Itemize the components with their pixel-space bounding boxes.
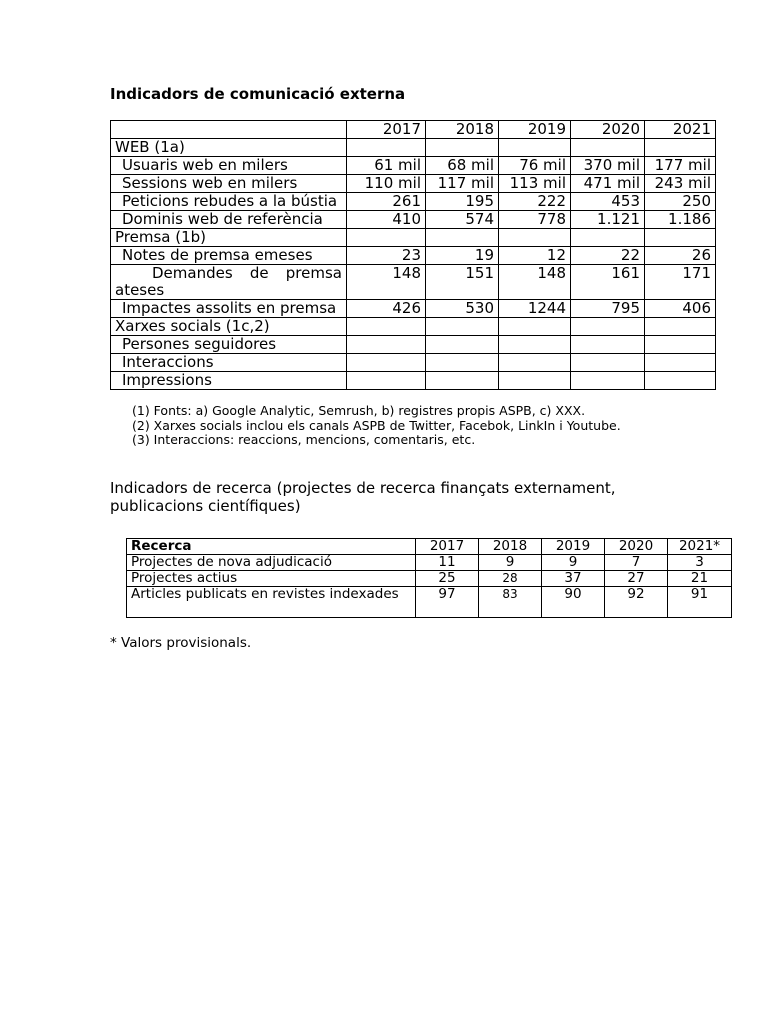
table-cell: 23 bbox=[347, 247, 426, 265]
row-label bbox=[111, 265, 347, 300]
table-cell: 7 bbox=[605, 555, 668, 571]
group-label-social: Xarxes socials (1c,2) bbox=[111, 318, 347, 336]
table-row bbox=[111, 265, 716, 300]
table-row bbox=[111, 193, 716, 211]
table-cell bbox=[347, 372, 426, 390]
table-row bbox=[111, 247, 716, 265]
table-cell bbox=[499, 372, 571, 390]
table-cell: 243 mil bbox=[645, 175, 716, 193]
table-cell: 22 bbox=[571, 247, 645, 265]
table-row bbox=[111, 229, 716, 247]
row-label: Interaccions bbox=[111, 354, 347, 372]
table-cell bbox=[571, 354, 645, 372]
table-cell bbox=[347, 336, 426, 354]
table-cell: 21 bbox=[668, 571, 732, 587]
table-cell bbox=[499, 229, 571, 247]
table-cell: 26 bbox=[645, 247, 716, 265]
table-cell bbox=[499, 139, 571, 157]
row-label: Peticions rebudes a la bústia bbox=[111, 193, 347, 211]
table-row bbox=[111, 157, 716, 175]
table-cell: 778 bbox=[499, 211, 571, 229]
table-cell bbox=[571, 318, 645, 336]
table-cell: 25 bbox=[416, 571, 479, 587]
table-cell bbox=[347, 139, 426, 157]
table-cell bbox=[347, 229, 426, 247]
table-cell: 27 bbox=[605, 571, 668, 587]
research-indicators-table bbox=[126, 538, 732, 618]
table-cell: 530 bbox=[426, 300, 499, 318]
table-cell: 28 bbox=[479, 571, 542, 587]
year-header: 2021 bbox=[645, 121, 716, 139]
table-cell: 161 bbox=[571, 265, 645, 300]
table-cell bbox=[426, 336, 499, 354]
group-label-web: WEB (1a) bbox=[111, 139, 347, 157]
section-title-communication: Indicadors de comunicació externa bbox=[110, 85, 406, 103]
table-cell: 110 mil bbox=[347, 175, 426, 193]
communication-indicators-table bbox=[110, 120, 716, 390]
table-cell: 92 bbox=[605, 587, 668, 618]
table-cell: 410 bbox=[347, 211, 426, 229]
table-row bbox=[127, 555, 732, 571]
table-row bbox=[111, 175, 716, 193]
section-title-research: Indicadors de recerca (projectes de recerca finançats externament, publicacions científiques) bbox=[110, 479, 616, 515]
row-label: Persones seguidores bbox=[111, 336, 347, 354]
row-label: Articles publicats en revistes indexades bbox=[127, 587, 416, 618]
table-cell bbox=[426, 139, 499, 157]
table-cell: 68 mil bbox=[426, 157, 499, 175]
table-cell: 148 bbox=[347, 265, 426, 300]
table-cell bbox=[571, 139, 645, 157]
table-cell: 426 bbox=[347, 300, 426, 318]
header-label: Recerca bbox=[127, 539, 416, 555]
table-cell: 91 bbox=[668, 587, 732, 618]
row-label: Dominis web de referència bbox=[111, 211, 347, 229]
table-row bbox=[111, 354, 716, 372]
table-cell: 1.186 bbox=[645, 211, 716, 229]
row-label: Sessions web en milers bbox=[111, 175, 347, 193]
table-cell: 113 mil bbox=[499, 175, 571, 193]
table-cell bbox=[645, 372, 716, 390]
table-cell: 19 bbox=[426, 247, 499, 265]
table-cell bbox=[571, 336, 645, 354]
table-row bbox=[111, 318, 716, 336]
table-row bbox=[111, 211, 716, 229]
year-header: 2020 bbox=[605, 539, 668, 555]
group-label-press: Premsa (1b) bbox=[111, 229, 347, 247]
table-cell bbox=[645, 139, 716, 157]
table-cell: 3 bbox=[668, 555, 732, 571]
table-cell: 195 bbox=[426, 193, 499, 211]
row-label: Usuaris web en milers bbox=[111, 157, 347, 175]
row-label: Projectes actius bbox=[127, 571, 416, 587]
row-label: Impactes assolits en premsa bbox=[111, 300, 347, 318]
table-cell: 9 bbox=[542, 555, 605, 571]
table-cell: 83 bbox=[479, 587, 542, 618]
table-cell bbox=[426, 229, 499, 247]
table-cell: 151 bbox=[426, 265, 499, 300]
table-row bbox=[127, 571, 732, 587]
note-item: (3) Interaccions: reaccions, mencions, comentaris, etc. bbox=[132, 432, 476, 447]
row-label: Projectes de nova adjudicació bbox=[127, 555, 416, 571]
table-cell bbox=[645, 318, 716, 336]
table-cell bbox=[645, 336, 716, 354]
row-label: Impressions bbox=[111, 372, 347, 390]
year-header: 2019 bbox=[499, 121, 571, 139]
year-header: 2017 bbox=[416, 539, 479, 555]
table-cell bbox=[499, 318, 571, 336]
year-header: 2018 bbox=[426, 121, 499, 139]
table-cell: 250 bbox=[645, 193, 716, 211]
year-header: 2019 bbox=[542, 539, 605, 555]
table-cell bbox=[426, 318, 499, 336]
table-cell: 61 mil bbox=[347, 157, 426, 175]
table-cell bbox=[571, 229, 645, 247]
note-item: (2) Xarxes socials inclou els canals ASPB de Twitter, Facebok, LinkIn i Youtube. bbox=[132, 417, 621, 433]
table-cell: 471 mil bbox=[571, 175, 645, 193]
table-cell: 90 bbox=[542, 587, 605, 618]
table-cell: 406 bbox=[645, 300, 716, 318]
table-cell: 222 bbox=[499, 193, 571, 211]
table-cell: 795 bbox=[571, 300, 645, 318]
table-cell bbox=[571, 372, 645, 390]
table-cell bbox=[645, 354, 716, 372]
table-row bbox=[111, 139, 716, 157]
table-cell: 148 bbox=[499, 265, 571, 300]
table-cell bbox=[347, 318, 426, 336]
table-cell: 261 bbox=[347, 193, 426, 211]
table-cell: 1244 bbox=[499, 300, 571, 318]
note-item: (1) Fonts: a) Google Analytic, Semrush, b) registres propis ASPB, c) XXX. bbox=[132, 403, 586, 418]
table-cell: 97 bbox=[416, 587, 479, 618]
table-row bbox=[111, 300, 716, 318]
table-cell: 1.121 bbox=[571, 211, 645, 229]
row-label-line2: ateses bbox=[115, 281, 165, 299]
table-cell: 12 bbox=[499, 247, 571, 265]
table-cell bbox=[645, 229, 716, 247]
table-cell: 574 bbox=[426, 211, 499, 229]
table-cell bbox=[347, 354, 426, 372]
table-cell bbox=[499, 354, 571, 372]
table-cell: 453 bbox=[571, 193, 645, 211]
year-header: 2020 bbox=[571, 121, 645, 139]
table-cell: 177 mil bbox=[645, 157, 716, 175]
table-header-row bbox=[127, 539, 732, 555]
table-cell: 117 mil bbox=[426, 175, 499, 193]
table-cell: 37 bbox=[542, 571, 605, 587]
year-header: 2018 bbox=[479, 539, 542, 555]
table-row bbox=[111, 336, 716, 354]
table-header-row bbox=[111, 121, 716, 139]
table-cell: 370 mil bbox=[571, 157, 645, 175]
table-cell bbox=[499, 336, 571, 354]
table-cell bbox=[426, 354, 499, 372]
row-label-line1: Demandes de premsa bbox=[152, 264, 342, 282]
header-empty-cell bbox=[111, 121, 347, 139]
table-cell: 9 bbox=[479, 555, 542, 571]
table-cell: 76 mil bbox=[499, 157, 571, 175]
year-header: 2021* bbox=[668, 539, 732, 555]
table-cell bbox=[426, 372, 499, 390]
table-cell: 171 bbox=[645, 265, 716, 300]
row-label: Notes de premsa emeses bbox=[111, 247, 347, 265]
table-row bbox=[127, 587, 732, 618]
footnote-provisional: * Valors provisionals. bbox=[110, 635, 252, 651]
table-notes bbox=[132, 404, 621, 448]
year-header: 2017 bbox=[347, 121, 426, 139]
table-row bbox=[111, 372, 716, 390]
table-cell: 11 bbox=[416, 555, 479, 571]
